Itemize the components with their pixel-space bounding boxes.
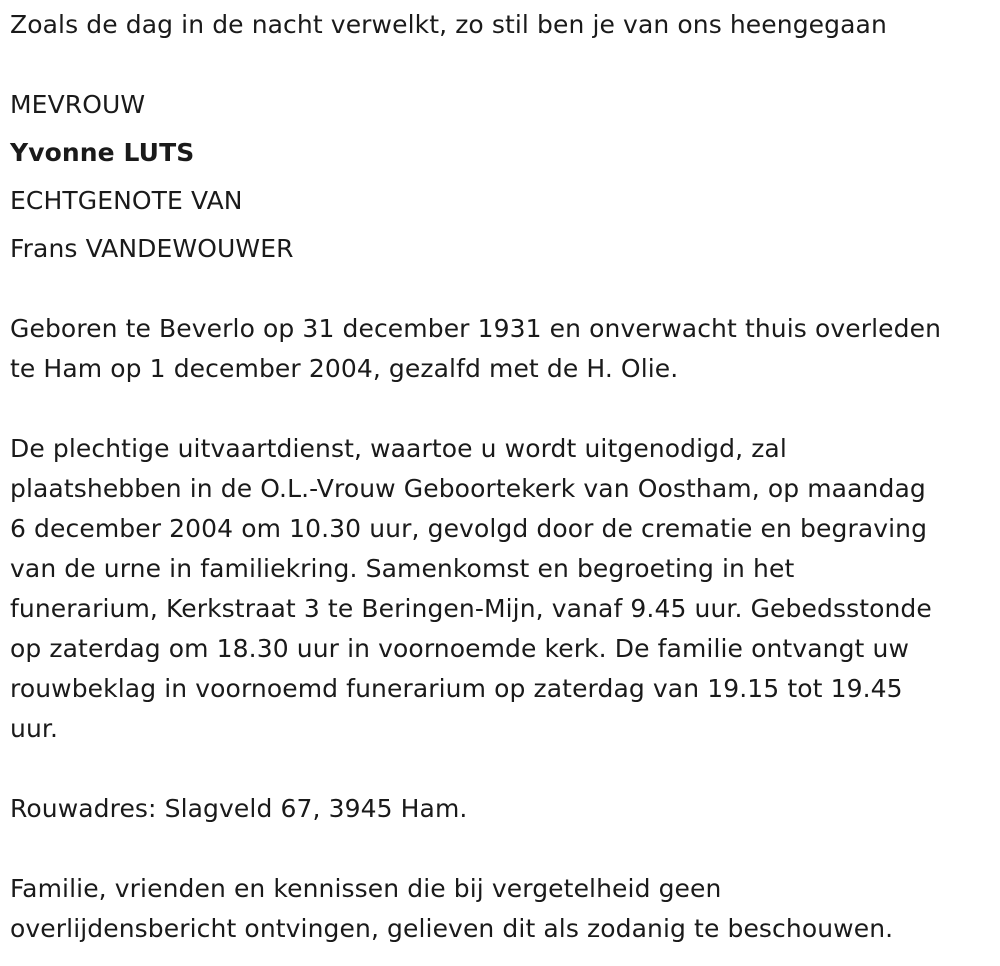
service-line: funerarium, Kerkstraat 3 te Beringen-Mijn, vanaf 9.45 uur. Gebedsstonde <box>10 594 932 623</box>
mourning-address: Rouwadres: Slagveld 67, 3945 Ham. <box>10 794 468 823</box>
motto: Zoals de dag in de nacht verwelkt, zo stil ben je van ons heengegaan <box>10 10 887 39</box>
service-line: op zaterdag om 18.30 uur in voornoemde kerk. De familie ontvangt uw <box>10 634 909 663</box>
closing-line: Familie, vrienden en kennissen die bij vergetelheid geen <box>10 874 722 903</box>
title: MEVROUW <box>10 90 146 119</box>
service-line: van de urne in familiekring. Samenkomst en begroeting in het <box>10 554 795 583</box>
birth-death-line: te Ham op 1 december 2004, gezalfd met de H. Olie. <box>10 354 679 383</box>
spouse-name: Frans VANDEWOUWER <box>10 234 294 263</box>
service-line: De plechtige uitvaartdienst, waartoe u wordt uitgenodigd, zal <box>10 434 787 463</box>
closing-line: overlijdensbericht ontvingen, gelieven dit als zodanig te beschouwen. <box>10 914 894 943</box>
deceased-name: Yvonne LUTS <box>10 138 195 167</box>
relation: ECHTGENOTE VAN <box>10 186 243 215</box>
service-line: 6 december 2004 om 10.30 uur, gevolgd door de crematie en begraving <box>10 514 928 543</box>
service-line: uur. <box>10 714 59 743</box>
birth-death-line: Geboren te Beverlo op 31 december 1931 en onverwacht thuis overleden <box>10 314 942 343</box>
service-line: rouwbeklag in voornoemd funerarium op zaterdag van 19.15 tot 19.45 <box>10 674 903 703</box>
service-line: plaatshebben in de O.L.-Vrouw Geboortekerk van Oostham, op maandag <box>10 474 926 503</box>
